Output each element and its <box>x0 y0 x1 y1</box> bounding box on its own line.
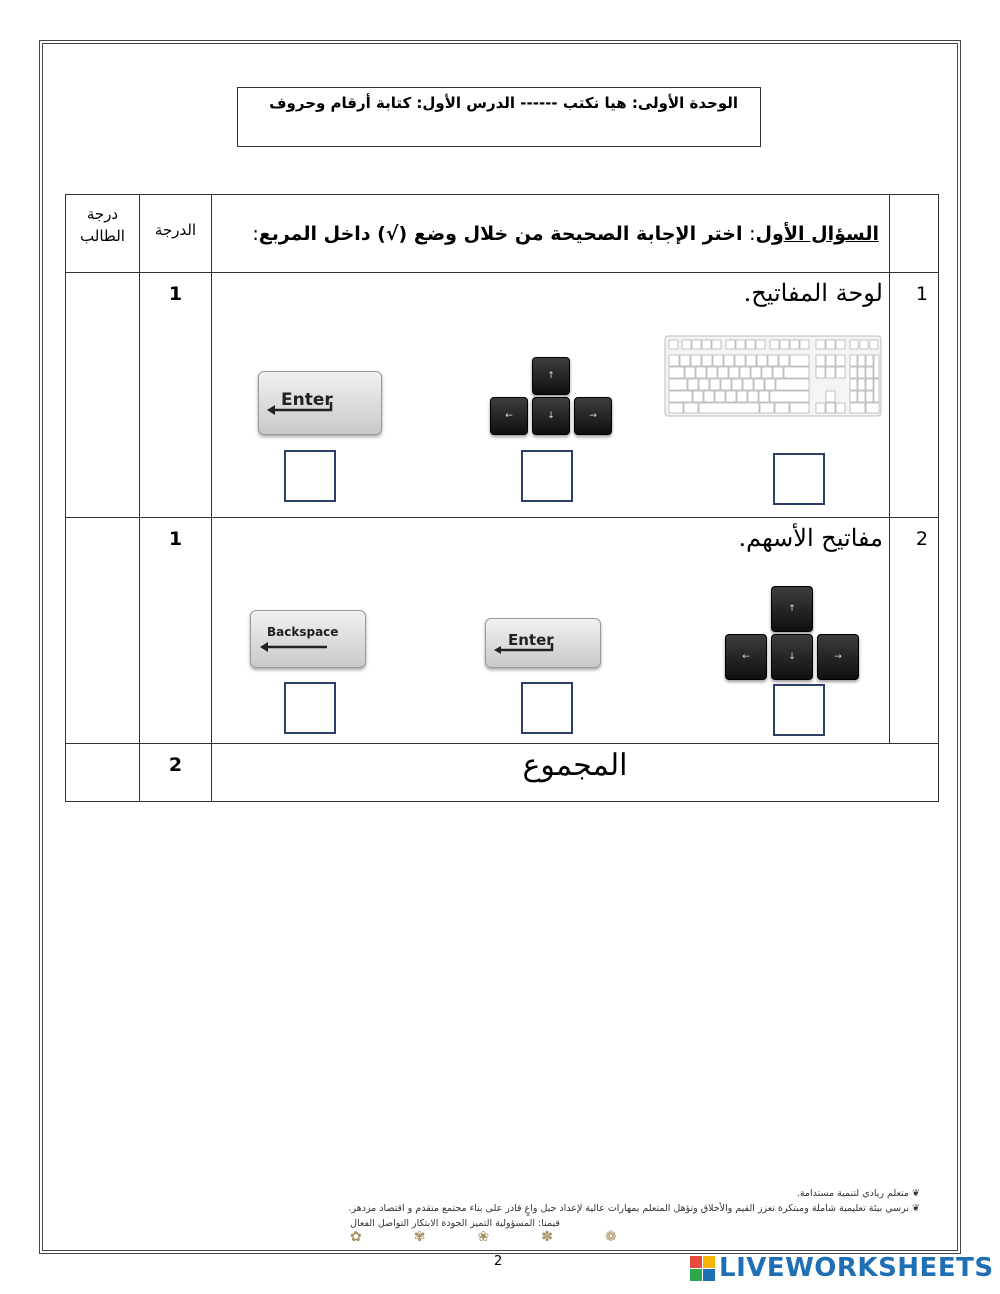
row-content <box>212 518 890 744</box>
footer-mission: ❦ نرسي بيئة تعليمية شاملة ومبتكرة تعزز القيم والأخلاق وتؤهل المتعلم بمهارات عالية لإعداد جيل واعٍ قادر على بناء مجتمع متقدم و اقتصاد مزدهر. <box>348 1203 920 1214</box>
total-score: 2 <box>140 744 212 802</box>
row-content <box>212 273 890 518</box>
arrow-up-key: ↑ <box>532 357 570 395</box>
page-number: 2 <box>494 1254 503 1269</box>
question-table <box>65 194 939 802</box>
arrow-left-key: ← <box>490 397 528 435</box>
footer-icons <box>350 1229 617 1245</box>
answer-checkbox-enter[interactable] <box>284 450 336 502</box>
answer-checkbox-keyboard[interactable] <box>773 453 825 505</box>
keyboard-image <box>664 335 882 417</box>
arrow-down-key: ↓ <box>532 397 570 435</box>
arrow-keys-image <box>723 586 859 680</box>
answer-checkbox-arrows[interactable] <box>521 450 573 502</box>
arrow-right-key: → <box>817 634 859 680</box>
arrow-right-key: → <box>574 397 612 435</box>
brand-name: LIVEWORKSHEETS <box>719 1253 994 1283</box>
question-heading <box>252 223 879 245</box>
row-score: 1 <box>140 518 212 744</box>
lesson-title: الوحدة الأولى: هيا نكتب ------ الدرس الأول: كتابة أرقام وحروف <box>237 87 761 147</box>
question-lead: السؤال الأول <box>755 223 879 245</box>
arrow-keys-image <box>488 357 614 437</box>
row-score: 1 <box>140 273 212 518</box>
student-score-cell[interactable] <box>66 518 140 744</box>
total-label: المجموع <box>212 744 939 802</box>
question-end-colon: : <box>252 223 259 245</box>
footer-vision: ❦ متعلم ريادي لتنمية مستدامة. <box>796 1188 920 1199</box>
row-prompt: لوحة المفاتيح. <box>743 279 883 307</box>
row-number: 1 <box>890 273 939 518</box>
question-number-header <box>890 195 939 273</box>
question-separator: : <box>749 223 756 245</box>
enter-key-label: Enter <box>281 390 333 410</box>
question-instruction: اختر الإجابة الصحيحة من خلال وضع (√) داخل المربع <box>258 223 743 245</box>
footer-text <box>70 1186 920 1231</box>
liveworksheets-brand[interactable] <box>690 1253 994 1283</box>
student-score-cell[interactable] <box>66 273 140 518</box>
student-total-cell[interactable] <box>66 744 140 802</box>
footer-values: قيمنا: المسؤولية التميز الجودة الابتكار التواصل الفعال <box>350 1218 560 1229</box>
value-icon: ❁ <box>604 1229 617 1245</box>
arrow-left-key: ← <box>725 634 767 680</box>
answer-checkbox-backspace[interactable] <box>284 682 336 734</box>
row-number: 2 <box>890 518 939 744</box>
backspace-key-label: Backspace <box>267 625 339 639</box>
value-icon: ✽ <box>541 1229 553 1245</box>
enter-key-image <box>258 371 382 437</box>
enter-key-image <box>485 618 601 670</box>
question-header <box>212 195 890 273</box>
arrow-down-key: ↓ <box>771 634 813 680</box>
backspace-key-image <box>250 610 366 670</box>
liveworksheets-logo-icon <box>690 1256 715 1281</box>
value-icon: ❀ <box>477 1229 490 1245</box>
row-prompt: مفاتيح الأسهم. <box>738 524 883 552</box>
value-icon: ✿ <box>350 1229 362 1245</box>
student-score-header: درجة الطالب <box>66 195 140 273</box>
score-header: الدرجة <box>140 195 212 273</box>
answer-checkbox-enter[interactable] <box>521 682 573 734</box>
enter-key-label: Enter <box>508 631 554 649</box>
answer-checkbox-arrows[interactable] <box>773 684 825 736</box>
arrow-up-key: ↑ <box>771 586 813 632</box>
value-icon: ✾ <box>413 1229 426 1245</box>
